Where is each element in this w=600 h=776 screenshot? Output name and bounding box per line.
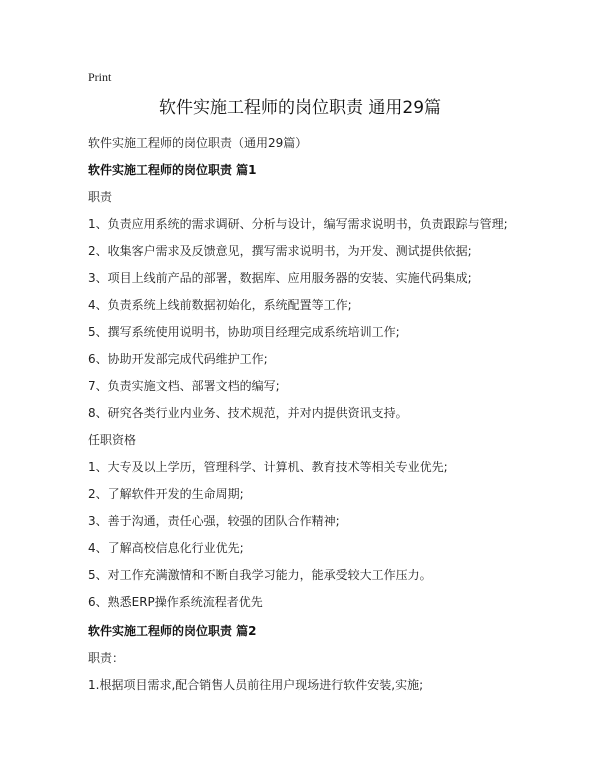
section1-qualification-item: 5、对工作充满激情和不断自我学习能力，能承受较大工作压力。 bbox=[88, 568, 432, 582]
section1-duty-item: 4、负责系统上线前数据初始化，系统配置等工作; bbox=[88, 298, 352, 312]
section1-duty-item: 1、负责应用系统的需求调研、分析与设计，编写需求说明书，负责跟踪与管理; bbox=[88, 217, 508, 231]
section1-qualification-item: 3、善于沟通，责任心强，较强的团队合作精神; bbox=[88, 514, 340, 528]
section1-heading: 软件实施工程师的岗位职责 篇1 bbox=[88, 163, 257, 177]
section1-duty-item: 8、研究各类行业内业务、技术规范，并对内提供资讯支持。 bbox=[88, 406, 408, 420]
section1-duty-item: 6、协助开发部完成代码维护工作; bbox=[88, 352, 268, 366]
section2-duties-label: 职责： bbox=[88, 651, 125, 665]
section2-duty-item: 1.根据项目需求,配合销售人员前往用户现场进行软件安装,实施; bbox=[88, 678, 424, 692]
document-title: 软件实施工程师的岗位职责 通用29篇 bbox=[158, 98, 442, 118]
section1-duty-item: 3、项目上线前产品的部署，数据库、应用服务器的安装、实施代码集成; bbox=[88, 271, 472, 285]
section1-qualification-item: 6、熟悉ERP操作系统流程者优先 bbox=[88, 595, 263, 609]
section1-duty-item: 2、收集客户需求及反馈意见，撰写需求说明书，为开发、测试提供依据; bbox=[88, 244, 472, 258]
section2-heading: 软件实施工程师的岗位职责 篇2 bbox=[88, 624, 257, 638]
section1-duty-item: 7、负责实施文档、部署文档的编写; bbox=[88, 379, 280, 393]
print-label: Print bbox=[88, 70, 112, 84]
section1-qualifications-label: 任职资格 bbox=[88, 433, 137, 447]
section1-qualification-item: 1、大专及以上学历，管理科学、计算机、教育技术等相关专业优先; bbox=[88, 460, 448, 474]
section1-qualification-item: 4、了解高校信息化行业优先; bbox=[88, 541, 244, 555]
section1-qualification-item: 2、了解软件开发的生命周期; bbox=[88, 487, 244, 501]
section1-duty-item: 5、撰写系统使用说明书，协助项目经理完成系统培训工作; bbox=[88, 325, 400, 339]
document-subtitle: 软件实施工程师的岗位职责（通用29篇） bbox=[88, 136, 308, 150]
section1-duties-label: 职责 bbox=[88, 190, 113, 204]
